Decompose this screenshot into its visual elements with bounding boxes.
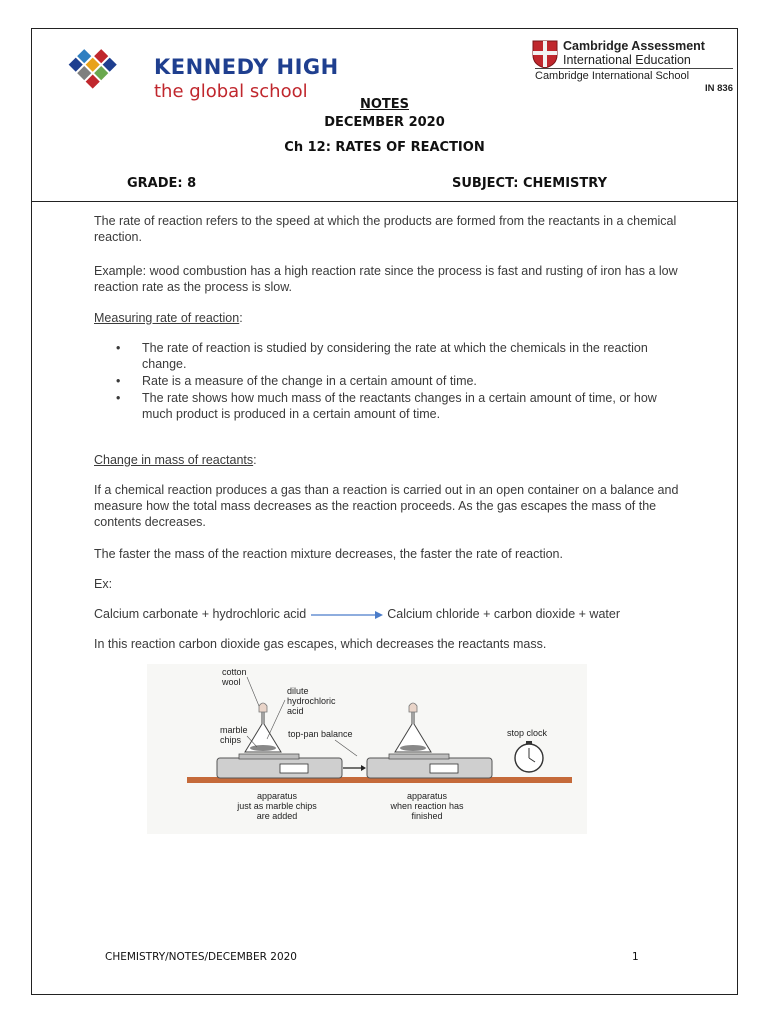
change-paragraph: If a chemical reaction produces a gas than a reaction is carried out in an open container on a balance and measure how the total mass decreases as the reaction proceeds. As the gas escapes the mass of the contents decreases. [94,483,679,529]
example-paragraph: Example: wood combustion has a high reaction rate since the process is fast and rusting of iron has a low reaction rate as the process is slow. [94,264,678,294]
caption-right-2: when reaction has [390,801,464,811]
label-chips: chips [220,735,242,745]
subject-label: SUBJECT: CHEMISTRY [452,176,607,191]
caption-right-3: finished [411,811,443,821]
chemical-equation [94,606,734,622]
document-page [31,28,738,995]
school-emblem-icon [62,41,122,101]
cambridge-line-2: International Education [563,53,691,67]
equation-reactants: Calcium carbonate + hydrochloric acid [94,607,307,621]
label-acid: acid [287,706,304,716]
label-cotton: cotton [222,667,247,677]
label-marble: marble [220,725,248,735]
label-hydrochloric: hydrochloric [287,696,336,706]
right-balance [367,758,492,778]
label-wool: wool [222,677,241,687]
cambridge-line-3: Cambridge International School [535,70,690,82]
school-name: KENNEDY HIGH [154,55,339,79]
chapter-title: Ch 12: RATES OF REACTION [284,140,485,155]
document-header [32,29,737,202]
label-stop-clock: stop clock [507,728,548,738]
notes-date: DECEMBER 2020 [324,115,445,130]
change-heading: Change in mass of reactants: [94,453,257,467]
page-number: 1 [632,951,639,963]
intro-paragraph: The rate of reaction refers to the speed at which the products are formed from the reactants in a chemical reaction. [94,214,677,244]
list-item: • Rate is a measure of the change in a certain amount of time. [116,374,477,388]
rate-paragraph: The faster the mass of the reaction mixture decreases, the faster the rate of reaction. [94,547,563,561]
cambridge-rule [535,68,733,69]
cambridge-logo [527,37,737,97]
example-label: Ex: [94,577,113,591]
cambridge-line-1: Cambridge Assessment [563,39,705,53]
caption-left-3: are added [256,811,298,821]
cambridge-shield-icon [531,39,559,69]
cotton-wool-plug [259,703,267,712]
caption-left-2: just as marble chips [237,801,317,811]
reaction-arrow-icon [311,610,383,620]
footer-title: CHEMISTRY/NOTES/DECEMBER 2020 [105,951,297,963]
left-balance [217,758,342,778]
label-top-pan-balance: top-pan balance [288,729,353,739]
co2-paragraph: In this reaction carbon dioxide gas escapes, which decreases the reactants mass. [94,637,547,651]
cambridge-code: IN 836 [705,83,733,94]
measuring-heading: Measuring rate of reaction: [94,311,243,325]
apparatus-diagram [147,664,587,834]
measuring-bullet-list [112,340,672,423]
equation-products: Calcium chloride + carbon dioxide + water [387,607,620,621]
list-item: • The rate shows how much mass of the reactants changes in a certain amount of time, or how much product is produced in a certain amount of time. [116,391,657,421]
notes-title: NOTES [359,97,410,112]
caption-left-1: apparatus [256,791,298,801]
kennedy-high-logo [62,41,339,102]
list-item: • The rate of reaction is studied by considering the rate at which the chemicals in the reaction change. [116,341,648,371]
school-tagline: the global school [154,81,308,102]
grade-label: GRADE: 8 [127,176,197,191]
caption-right-1: apparatus [406,791,448,801]
label-dilute: dilute [287,686,309,696]
